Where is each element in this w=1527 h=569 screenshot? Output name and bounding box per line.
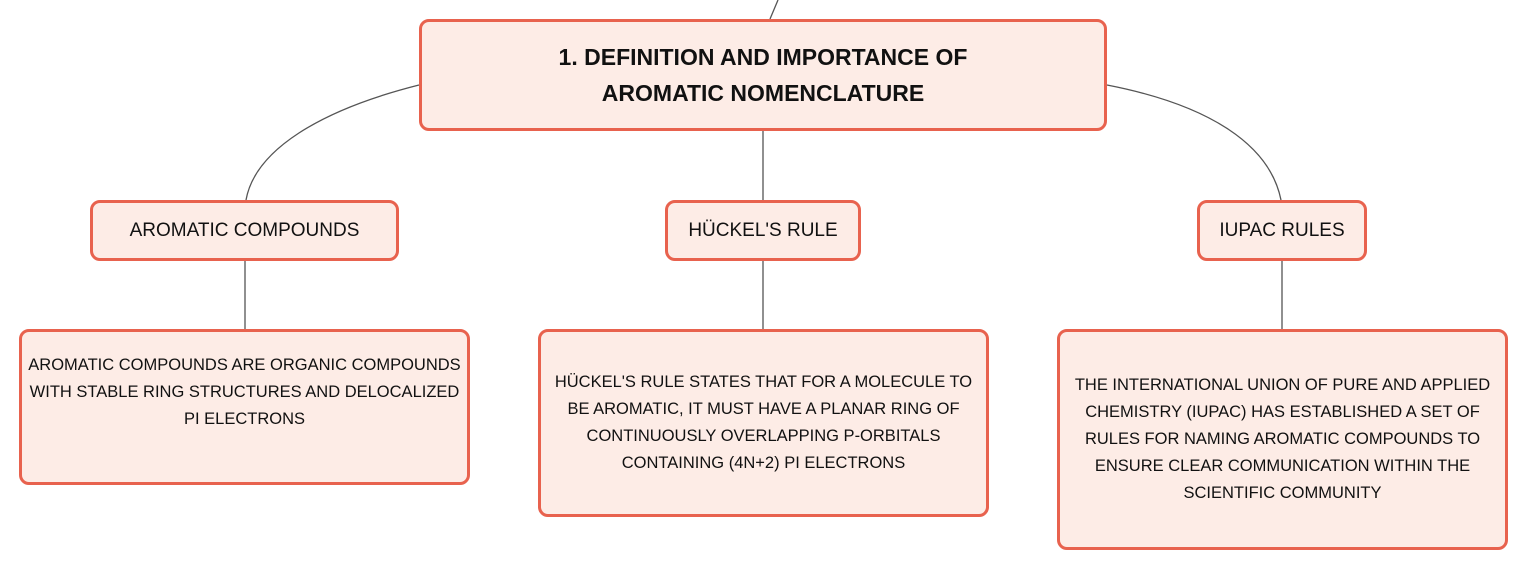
detail-node-text: HÜCKEL'S RULE STATES THAT FOR A MOLECULE TO BE AROMATIC, IT MUST HAVE A PLANAR RING OF CONTINUOUSLY OVERLAPPING P-ORBITALS CONTAINING (4N+2) PI ELECTRONS [554, 373, 973, 472]
root-node-label: 1. DEFINITION AND IMPORTANCE OF AROMATIC NOMENCLATURE [558, 44, 968, 106]
detail-node-aromatic-compounds[interactable] [19, 329, 470, 485]
root-node[interactable] [419, 19, 1107, 131]
connector-root-to-iupac-rules [1107, 85, 1281, 200]
detail-node-text: AROMATIC COMPOUNDS ARE ORGANIC COMPOUNDS WITH STABLE RING STRUCTURES AND DELOCALIZED PI ELECTRONS [28, 355, 461, 428]
topic-node-label: AROMATIC COMPOUNDS [129, 219, 360, 241]
detail-node-huckels-rule[interactable] [538, 329, 989, 517]
topic-node-aromatic-compounds[interactable] [90, 200, 399, 261]
topic-node-huckels-rule[interactable] [665, 200, 861, 261]
topic-node-label: IUPAC RULES [1219, 219, 1345, 241]
detail-node-iupac-rules[interactable] [1057, 329, 1508, 550]
detail-node-text: THE INTERNATIONAL UNION OF PURE AND APPLIED CHEMISTRY (IUPAC) HAS ESTABLISHED A SET OF RULES FOR NAMING AROMATIC COMPOUNDS TO ENSURE CLEAR COMMUNICATION WITHIN THE SCIENTIFIC COMMUNITY [1074, 376, 1491, 502]
connector-root-to-aromatic-compounds [246, 85, 419, 200]
topic-node-iupac-rules[interactable] [1197, 200, 1367, 261]
connector-from-parent [770, 0, 778, 19]
topic-node-label: HÜCKEL'S RULE [688, 219, 838, 241]
